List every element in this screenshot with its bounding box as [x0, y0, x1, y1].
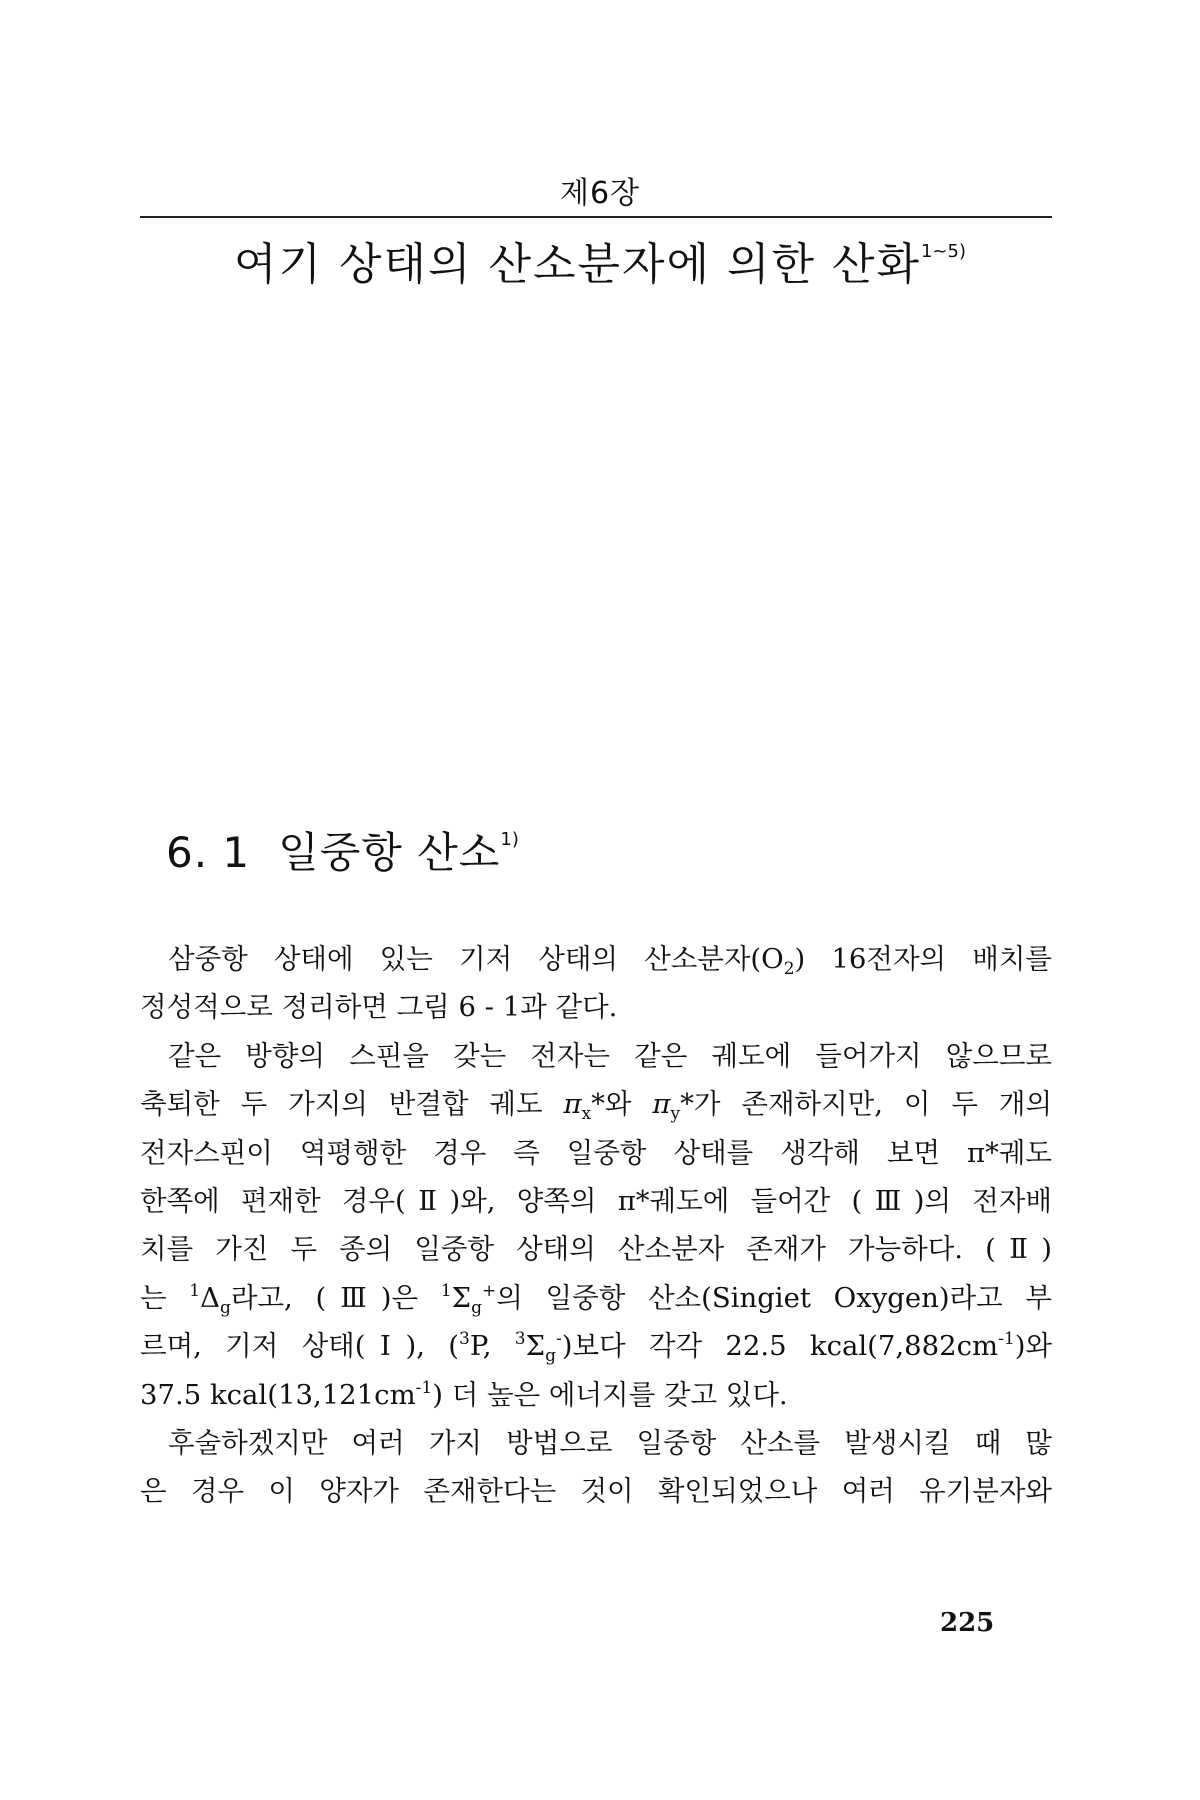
chapter-label: 제6장	[559, 176, 641, 211]
section-title: 일중항 산소	[278, 828, 501, 877]
section-heading	[166, 820, 519, 880]
header-rule	[140, 216, 1052, 218]
section-ref: 1)	[500, 829, 519, 850]
body-line: 은 경우 이 양자가 존재한다는 것이 확인되었으나 여러 유기분자와	[140, 1475, 1052, 1508]
body-line: 정성적으로 정리하면 그림 6 - 1과 같다.	[140, 991, 618, 1024]
chapter-title-ref: 1~5)	[920, 241, 966, 262]
body-line: 삼중항 상태에 있는 기저 상태의 산소분자$(O_2)$ 16전자의 배치를	[168, 943, 1052, 979]
body-line: 37.5 $kcal(13,121cm^{-1})$ 더 높은 에너지를 갖고 있다.	[140, 1377, 788, 1411]
body-line: 치를 가진 두 종의 일중항 상태의 산소분자 존재가 가능하다. (Ⅱ)	[140, 1233, 1052, 1266]
chapter-title	[0, 228, 1200, 292]
body-line: 축퇴한 두 가지의 반결합 궤도 $\pi_x*$와 $\pi_y*$가 존재하지만, 이 두 개의	[140, 1088, 1052, 1125]
section-number: 6. 1	[166, 828, 251, 877]
body-line: 는 $^1\Delta_g$라고, (Ⅲ)은 $^1\Sigma_g^+$의 일중항 산소(Singiet Oxygen)라고 부	[140, 1280, 1052, 1318]
chapter-title-text: 여기 상태의 산소분자에 의한 산화	[233, 239, 921, 290]
body-line: 한쪽에 편재한 경우(Ⅱ)와, 양쪽의 π*궤도에 들어간 (Ⅲ)의 전자배	[140, 1184, 1052, 1217]
page-number: 225	[940, 1608, 995, 1638]
body-line: 같은 방향의 스핀을 갖는 전자는 같은 궤도에 들어가지 않으므로	[168, 1039, 1052, 1072]
body-text	[140, 935, 1052, 1516]
body-line: 후술하겠지만 여러 가지 방법으로 일중항 산소를 발생시킬 때 많	[168, 1426, 1052, 1459]
body-line: 르며, 기저 상태(Ⅰ), ($^3$P, $^3\Sigma_g^-$)보다 각각 22.5 $kcal(7,882cm^{-1})$와	[140, 1329, 1052, 1367]
body-line: 전자스핀이 역평행한 경우 즉 일중항 상태를 생각해 보면 π*궤도	[140, 1136, 1052, 1169]
